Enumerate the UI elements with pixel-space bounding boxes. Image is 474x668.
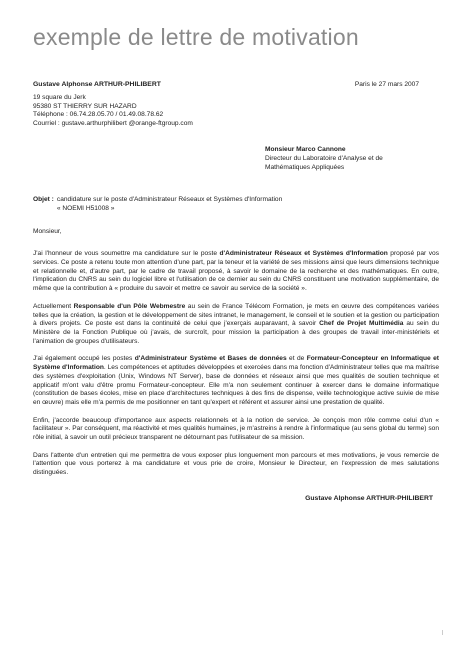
email-line: Courriel : gustave.arthurphilibert @orange-ftgroup.com (33, 119, 193, 127)
address-line: 19 square du Jerk (33, 94, 86, 101)
sender-header (33, 80, 439, 90)
signature: Gustave Alphonse ARTHUR-PHILIBERT (305, 494, 433, 502)
subject-line: candidature sur le poste d'Administrateur Réseaux et Systèmes d'Information (56, 196, 283, 204)
subject-label: Objet : (33, 196, 54, 204)
salutation: Monsieur, (33, 228, 62, 236)
letter-date: Paris le 27 mars 2007 (354, 81, 419, 88)
phone-line: Téléphone : 06.74.28.05.70 / 01.49.08.78.62 (33, 111, 164, 119)
paragraph-previous-positions: J'ai également occupé les postes d'Administrateur Système et Bases de données et de Formateur-Concepteur en Informatique et Système d'Information. Les compétences et aptitudes développées et exercées dans ma fonction d'Administrateur telles que ma maîtrise des systèmes d'exploitation (Unix, Windows NT Server), base de données et réseaux ainsi que mes qualités de soutien technique et applicatif m'ont valu d'être promu Formateur-concepteur. Elle m'a non seulement continuer à exercer dans le domaine informatique (constitution de bases écoles, mise en place d'architectures techniques à des fins de dispense, veille technologique active suivie de mise en œuvre) mais elle m'a permis de me positionner en tant qu'expert et référent et assurer ainsi une prestation de qualité. (33, 355, 439, 406)
document-title: exemple de lettre de motivation (33, 24, 359, 50)
recipient-block (265, 145, 439, 172)
paragraph-intro: J'ai l'honneur de vous soumettre ma candidature sur le poste d'Administrateur Réseaux et Systèmes d'Information proposé par vos services. Ce poste a retenu toute mon attention d'une part, par la teneur et la variété de ses missions ainsi que leurs dimensions technique et relationnelle et, d'autre part, par le cadre de travail proposé, à savoir le domaine de la recherche et des mathématiques. En outre, l'implication du CNRS au sein du logiciel libre et l'utilisation de ce dernier au sein du CNRS constituent une motivation supplémentaire, de même que la contribution à « produire du savoir et mettre ce savoir au service de la société ». (33, 250, 439, 293)
address-line: 95380 ST THIERRY SUR HAZARD (33, 102, 137, 110)
subject-reference: « NOEMI H51008 » (56, 205, 115, 213)
paragraph-relational: Enfin, j'accorde beaucoup d'importance aux aspects relationnels et à la notion de service. Je conçois mon rôle comme celui d'un « facilitateur ». Par conséquent, ma réactivité et mes qualités humaines, je m'astreins à rendre à l'informatique (au sens global du terme) son rôle initial, à savoir un outil précieux transparent ne détournant pas l'utilisateur de sa mission. (33, 416, 439, 442)
sender-name: Gustave Alphonse ARTHUR-PHILIBERT (33, 81, 161, 88)
paragraph-current-position: Actuellement Responsable d'un Pôle Webmestre au sein de France Télécom Formation, je mets en œuvre des compétences variées telles que la création, la gestion et le développement de sites intranet, le management, le conseil et le soutien et la gestion ou participation à divers projets. Ce poste est dans la continuité de celui que j'exerçais auparavant, à savoir Chef de Projet Multimédia au sein du Ministère de la Fonction Publique où j'avais, de surcroît, pour mission la participation à des groupes de travail inter-ministériels et l'animation de groupes d'utilisateurs. (33, 302, 439, 345)
letter-body (33, 80, 439, 503)
recipient-line: Directeur du Laboratoire d'Analyse et de (265, 155, 383, 163)
sender-address (33, 94, 439, 128)
subject-block (33, 195, 439, 213)
paragraph-closing: Dans l'attente d'un entretien qui me permettra de vous exposer plus longuement mon parcours et mes motivations, je vous remercie de l'attention que vous porterez à ma candidature et vous prie de croire, Monsieur le Directeur, en l'expression de mes salutations distinguées. (33, 451, 439, 477)
recipient-line: Mathématiques Appliquées (265, 164, 345, 172)
recipient-name: Monsieur Marco Cannone (265, 146, 346, 154)
page-mark (442, 630, 443, 635)
